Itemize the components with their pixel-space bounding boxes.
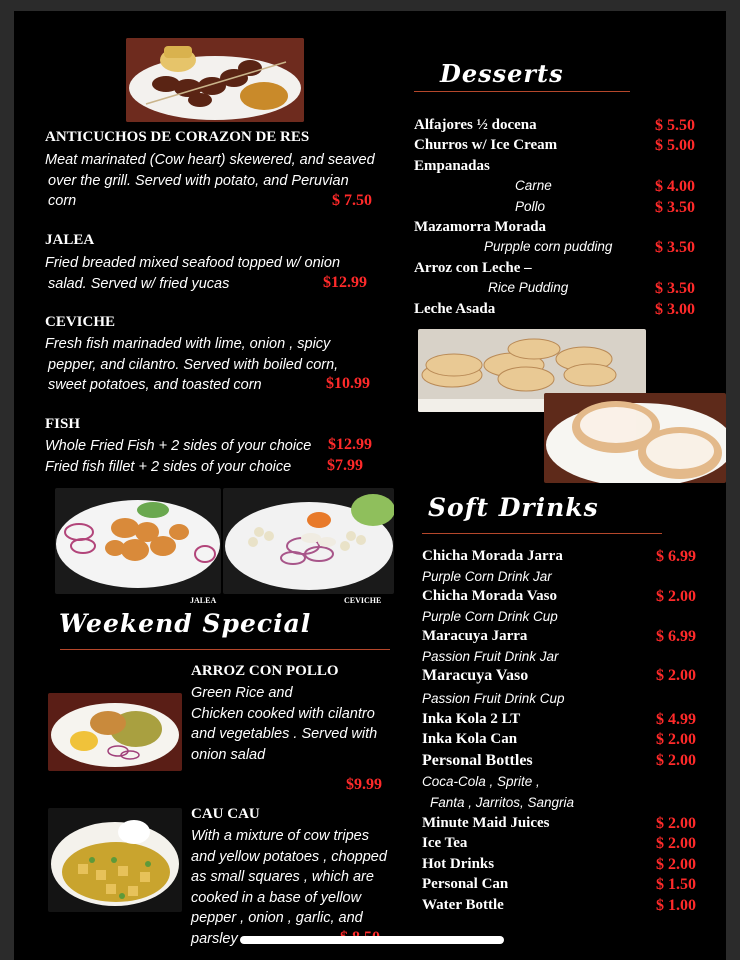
price-arroz-con-pollo: $9.99 (346, 776, 382, 793)
desc-line: Fresh fish marinaded with lime, onion , spicy (45, 336, 331, 352)
dessert-row-price: $ 3.50 (655, 280, 695, 298)
drink-row-label: Personal Can (422, 876, 509, 892)
drink-row-label: Inka Kola 2 LT (422, 711, 521, 727)
drink-row-label: Chicha Morada Jarra (422, 548, 563, 564)
desc-line: and vegetables . Served with (191, 726, 378, 742)
desc-line: onion salad (191, 746, 266, 763)
dessert-row-price: $ 4.00 (655, 178, 695, 196)
drink-row-label: Fanta , Jarritos, Sangria (430, 795, 575, 810)
dessert-row-label: Purpple corn pudding (484, 239, 613, 255)
fish-line-2: Fried fish fillet + 2 sides of your choice (45, 459, 292, 475)
soft-drinks-rule (422, 533, 662, 534)
item-name-fish: FISH (45, 416, 81, 432)
price-anticuchos: $ 7.50 (332, 192, 372, 209)
fish-line-1: Whole Fried Fish + 2 sides of your choice (45, 438, 312, 454)
menu-sheet (14, 11, 726, 960)
drink-row-label: Hot Drinks (422, 856, 495, 872)
item-name-jalea: JALEA (45, 232, 95, 248)
weekend-special-rule (60, 649, 390, 650)
dessert-row-label: Alfajores ½ docena (414, 117, 537, 133)
price-fish-whole: $12.99 (328, 436, 372, 453)
drink-row-price: $ 2.00 (656, 667, 696, 684)
desc-line: and yellow potatoes , chopped (191, 848, 387, 865)
item-name-arroz-con-pollo: ARROZ CON POLLO (191, 663, 339, 679)
weekend-special-title: Weekend Special (59, 609, 312, 638)
desc-line: corn (48, 193, 77, 209)
desc-line: With a mixture of cow tripes (191, 828, 369, 844)
desc-line: Green Rice and (191, 685, 293, 701)
drink-row-label: Chicha Morada Vaso (422, 588, 558, 604)
drink-row-label: Inka Kola Can (422, 731, 518, 747)
price-ceviche: $10.99 (326, 375, 370, 392)
desc-line: over the grill. Served with potato, and Peruvian (48, 172, 349, 189)
desc-line: parsley (191, 930, 238, 947)
price-jalea: $12.99 (323, 274, 367, 291)
drink-row-price: $ 2.00 (656, 752, 696, 769)
dessert-row-price: $ 5.50 (655, 117, 695, 134)
drink-row-label: Maracuya Jarra (422, 628, 528, 644)
caption-jalea: JALEA (190, 596, 217, 605)
drink-row-label: Minute Maid Juices (422, 815, 550, 831)
dessert-row-label: Pollo (515, 198, 546, 214)
desserts-title: Desserts (440, 59, 564, 88)
drink-row-price: $ 2.00 (656, 815, 696, 832)
soft-drinks-title: Soft Drinks (428, 493, 599, 522)
drink-row-label: Personal Bottles (422, 752, 533, 769)
desc-line: sweet potatoes, and toasted corn (48, 377, 262, 393)
caption-ceviche: CEVICHE (344, 596, 382, 605)
dessert-row-price: $ 3.50 (655, 198, 695, 216)
drink-row-price: $ 6.99 (656, 628, 696, 645)
item-desc-anticuchos (45, 150, 375, 212)
drink-row-label: Purple Corn Drink Cup (422, 609, 558, 624)
drink-row-price: $ 4.99 (656, 711, 696, 728)
desc-line: cooked in a base of yellow (191, 889, 362, 906)
cau-cau-photo (48, 808, 182, 912)
drink-row-price: $ 1.50 (656, 876, 696, 893)
arroz-con-pollo-photo (48, 693, 182, 771)
dessert-row-label: Churros w/ Ice Cream (414, 137, 558, 154)
drink-row-label: Purple Corn Drink Jar (422, 569, 552, 584)
dessert-row-label: Arroz con Leche – (414, 259, 532, 276)
drink-row-price: $ 1.00 (656, 897, 696, 914)
drink-row-label: Water Bottle (422, 897, 504, 913)
dessert-row-label: Mazamorra Morada (414, 219, 547, 235)
desc-line: pepper , onion , garlic, and (191, 910, 363, 926)
home-indicator[interactable] (240, 936, 504, 944)
desc-line: Chicken cooked with cilantro (191, 705, 375, 722)
item-name-anticuchos: ANTICUCHOS DE CORAZON DE RES (45, 129, 310, 145)
dessert-row-label: Empanadas (414, 157, 490, 174)
drink-row-price: $ 6.99 (656, 548, 696, 565)
drink-row-price: $ 2.00 (656, 731, 696, 748)
item-desc-arroz-con-pollo (191, 683, 377, 765)
drink-row-label: Passion Fruit Drink Cup (422, 691, 565, 706)
drink-row-price: $ 2.00 (656, 588, 696, 605)
jalea-photo (55, 488, 221, 594)
desc-line: as small squares , which are (191, 869, 374, 885)
drink-row-label: Maracuya Vaso (422, 667, 529, 684)
empanadas-photo (544, 393, 726, 483)
drink-row-label: Coca-Cola , Sprite , (422, 774, 540, 789)
ceviche-photo (223, 488, 394, 594)
item-name-cau-cau: CAU CAU (191, 806, 260, 822)
desc-line: pepper, and cilantro. Served with boiled corn, (48, 356, 339, 373)
desc-line: Meat marinated (Cow heart) skewered, and seaved (45, 152, 375, 168)
dessert-row-label: Rice Pudding (488, 280, 569, 296)
desc-line: Fried breaded mixed seafood topped w/ onion (45, 255, 341, 271)
item-desc-jalea (45, 253, 340, 294)
item-name-ceviche: CEVICHE (45, 314, 116, 330)
dessert-row-label: Carne (515, 178, 552, 194)
price-fish-fillet: $7.99 (327, 457, 363, 474)
dessert-row-price: $ 3.00 (655, 300, 695, 318)
drink-row-label: Ice Tea (422, 835, 468, 851)
dessert-row-price: $ 5.00 (655, 137, 695, 155)
item-desc-ceviche (45, 334, 338, 396)
desc-line: salad. Served w/ fried yucas (48, 275, 230, 292)
dessert-row-price: $ 3.50 (655, 239, 695, 257)
desserts-rule (414, 91, 630, 92)
drink-row-price: $ 2.00 (656, 856, 696, 873)
drink-row-price: $ 2.00 (656, 835, 696, 852)
dessert-row-label: Leche Asada (414, 300, 496, 317)
drink-row-label: Passion Fruit Drink Jar (422, 649, 559, 664)
anticuchos-photo (126, 38, 304, 122)
